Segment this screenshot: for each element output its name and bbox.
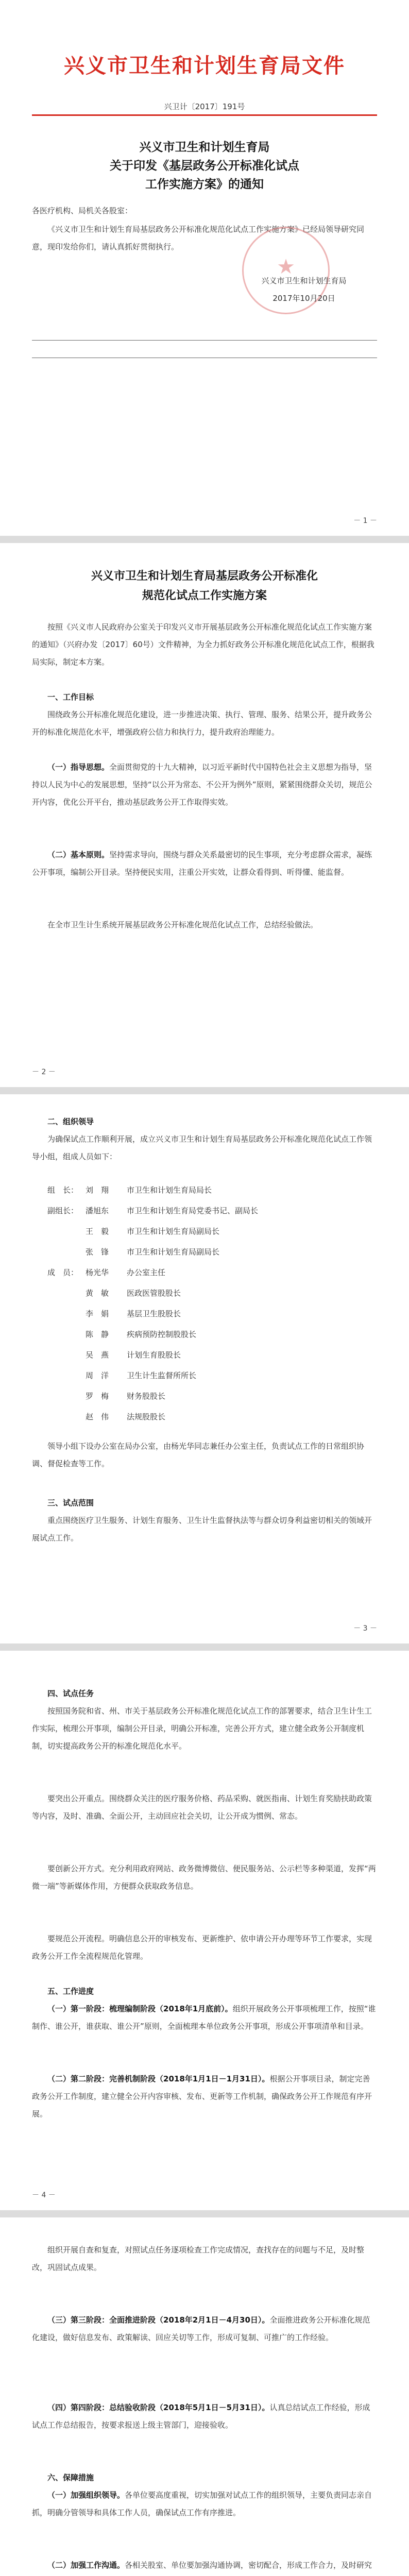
section-heading: 六、保障措施 xyxy=(47,2473,94,2482)
page-number: － 2 － xyxy=(32,1068,56,1076)
member-row xyxy=(32,1303,377,1324)
phase: （四）第四阶段：总结验收阶段（2018年5月1日－5月31日）。认真总结试点工作经验，形成试点工作总结报告，按要求报送上级主管部门，迎接验收。 xyxy=(32,2403,370,2430)
section-heading: 三、试点范围 xyxy=(47,1498,94,1507)
member-name: 王 毅 xyxy=(86,1227,109,1236)
member-row xyxy=(32,1324,377,1345)
notice-salutation: 各医疗机构、局机关各股室： xyxy=(32,206,133,215)
plan-title-line: 兴义市卫生和计划生育局基层政务公开标准化 xyxy=(91,570,318,583)
member-post: 市卫生和计划生育局局长 xyxy=(127,1185,212,1195)
page-gap xyxy=(0,2210,409,2217)
member-row xyxy=(32,1365,377,1386)
member-row xyxy=(32,1200,377,1221)
section-heading: 五、工作进度 xyxy=(47,1987,94,1996)
subsection: （一）指导思想。全面贯彻党的十九大精神，以习近平新时代中国特色社会主义思想为指导，坚持以人民为中心的发展思想，坚持“以公开为常态、不公开为例外”原则，紧紧围绕群众关切，规范公开内容，优化公开平台，推动基层政务公开工作取得实效。 xyxy=(32,762,372,807)
page-number: － 4 － xyxy=(32,2191,56,2199)
member-post: 市卫生和计划生育局副局长 xyxy=(127,1247,220,1257)
notice-title-line: 兴义市卫生和计划生育局 xyxy=(139,141,270,154)
page-gap xyxy=(0,536,409,543)
member-role: 组 长： xyxy=(47,1185,79,1195)
phase: （二）第二阶段：完善机制阶段（2018年1月1日－1月31日）。根据公开事项目录，制定完善政务公开工作制度，建立健全公开内容审核、发布、更新等工作机制，确保政务公开工作规范有序开展。 xyxy=(32,2074,372,2119)
document-header-title: 兴义市卫生和计划生育局文件 xyxy=(64,54,345,78)
member-post: 计划生育股股长 xyxy=(127,1350,181,1360)
page-number: － 3 － xyxy=(353,1624,377,1633)
member-name: 张 锋 xyxy=(86,1247,109,1257)
member-name: 李 娟 xyxy=(86,1309,109,1318)
notice-date: 2017年10月20日 xyxy=(272,294,335,303)
measure: （一）加强组织领导。各单位要高度重视，切实加强对试点工作的组织领导，主要负责同志亲自抓，明确分管领导和具体工作人员，确保试点工作有序推进。 xyxy=(32,2490,372,2517)
section-body: 组织开展自查和复查，对照试点任务逐项检查工作完成情况，查找存在的问题与不足，及时整改，巩固试点成果。 xyxy=(32,2245,365,2272)
section-body: 要创新公开方式。充分利用政府网站、政务微博微信、便民服务站、公示栏等多种渠道，发挥“两微一端”等新媒体作用，方便群众获取政务信息。 xyxy=(32,1864,376,1891)
member-name: 吴 燕 xyxy=(86,1350,109,1360)
section-body: 领导小组下设办公室在局办公室，由杨光华同志兼任办公室主任，负责试点工作的日常组织协调、督促检查等工作。 xyxy=(32,1442,365,1468)
section-heading: 二、组织领导 xyxy=(47,1117,94,1126)
notice-issuer: 兴义市卫生和计划生育局 xyxy=(261,276,347,285)
member-post: 疾病预防控制股股长 xyxy=(127,1330,197,1339)
section-body: 围绕政务公开标准化规范化建设，进一步推进决策、执行、管理、服务、结果公开，提升政务公开的标准化规范化水平，增强政府公信力和执行力，提升政府治理能力。 xyxy=(32,710,372,737)
notice-body: 《兴义市卫生和计划生育局基层政务公开标准化规范化试点工作实施方案》已经局领导研究同意，现印发给你们，请认真抓好贯彻执行。 xyxy=(32,225,365,251)
section-body: 重点围绕医疗卫生服务、计划生育服务、卫生计生监督执法等与群众切身利益密切相关的领域开展试点工作。 xyxy=(32,1516,372,1543)
member-post: 办公室主任 xyxy=(127,1268,166,1277)
member-row xyxy=(32,1283,377,1303)
section-body: 在全市卫生计生系统开展基层政务公开标准化规范化试点工作，总结经验做法。 xyxy=(47,920,318,929)
member-name: 刘 翔 xyxy=(86,1185,109,1195)
member-post: 财务股股长 xyxy=(127,1392,166,1401)
red-separator-rule xyxy=(32,114,377,116)
member-post: 市卫生和计划生育局副局长 xyxy=(127,1227,220,1236)
section-heading: 一、工作目标 xyxy=(47,692,94,702)
member-name: 周 洋 xyxy=(86,1371,109,1380)
member-post: 卫生计生监督所所长 xyxy=(127,1371,197,1380)
member-role: 成 员： xyxy=(47,1268,79,1277)
plan-title-line: 规范化试点工作实施方案 xyxy=(142,589,267,602)
member-post: 医政医管股股长 xyxy=(127,1289,181,1298)
member-role: 副组长： xyxy=(47,1206,79,1215)
member-name: 杨光华 xyxy=(86,1268,109,1277)
page-1 xyxy=(0,0,409,536)
member-row xyxy=(32,1242,377,1262)
member-name: 赵 伟 xyxy=(86,1412,109,1421)
notice-title-line: 关于印发《基层政务公开标准化试点 xyxy=(110,159,299,173)
page-gap xyxy=(0,1087,409,1094)
page-number: － 1 － xyxy=(353,517,377,525)
phase: （一）第一阶段：梳理编制阶段（2018年1月底前）。组织开展政务公开事项梳理工作，按照“谁制作、谁公开，谁获取、谁公开”原则，全面梳理本单位政务公开事项，形成公开事项清单和目录。 xyxy=(32,2004,376,2031)
notice-title-line: 工作实施方案》的通知 xyxy=(145,178,264,191)
member-row xyxy=(32,1221,377,1242)
page-gap xyxy=(0,1643,409,1651)
member-name: 潘旭东 xyxy=(86,1206,109,1215)
section-body: 要突出公开重点。围绕群众关注的医疗服务价格、药品采购、就医指南、计划生育奖励扶助政策等内容，及时、准确、全面公开，主动回应社会关切，让公开成为惯例、常态。 xyxy=(32,1794,372,1821)
section-body: 为确保试点工作顺利开展，成立兴义市卫生和计划生育局基层政务公开标准化规范化试点工作领导小组，组成人员如下： xyxy=(32,1134,372,1161)
section-body: 按照国务院和省、州、市关于基层政务公开标准化规范化试点工作的部署要求，结合卫生计生工作实际，梳理公开事项，编制公开目录，明确公开标准，完善公开方式，建立健全政务公开制度机制，切实提高政务公开的标准化规范化水平。 xyxy=(32,1706,372,1751)
plan-intro: 按照《兴义市人民政府办公室关于印发兴义市开展基层政务公开标准化规范化试点工作实施方案的通知》（兴府办发〔2017〕60号）文件精神，为全力抓好政务公开标准化规范化试点工作，根据我局实际，制定本方案。 xyxy=(32,622,374,667)
member-name: 黄 敏 xyxy=(86,1289,109,1298)
section-body: 要规范公开流程。明确信息公开的审核发布、更新维护、依申请公开办理等环节工作要求，实现政务公开工作全流程规范化管理。 xyxy=(32,1934,372,1961)
member-row xyxy=(32,1180,377,1200)
member-row xyxy=(32,1345,377,1365)
member-post: 基层卫生股股长 xyxy=(127,1309,181,1318)
member-post: 法规股股长 xyxy=(127,1412,166,1421)
section-heading: 四、试点任务 xyxy=(47,1689,94,1698)
measure: （二）加强工作沟通。各相关股室、单位要加强沟通协调，密切配合，形成工作合力，及时研究 xyxy=(47,2561,372,2570)
page-rule xyxy=(32,340,377,341)
member-row xyxy=(32,1406,377,1427)
member-post: 市卫生和计划生育局党委书记、副局长 xyxy=(127,1206,259,1215)
plan-title xyxy=(0,567,409,606)
member-row xyxy=(32,1386,377,1406)
member-name: 陈 静 xyxy=(86,1330,109,1339)
notice-title xyxy=(0,138,409,194)
subsection: （二）基本原则。坚持需求导向，围绕与群众关系最密切的民生事项，充分考虑群众需求，凝练公开事项，编制公开目录。坚持便民实用，注重公开实效，让群众看得到、听得懂、能监督。 xyxy=(32,850,372,877)
member-name: 罗 梅 xyxy=(86,1392,109,1401)
phase: （三）第三阶段：全面推进阶段（2018年2月1日－4月30日）。全面推进政务公开标准化规范化建设，做好信息发布、政策解读、回应关切等工作，形成可复制、可推广的工作经验。 xyxy=(32,2315,370,2342)
member-row xyxy=(32,1262,377,1283)
document-number: 兴卫计〔2017〕191号 xyxy=(164,102,245,111)
seal-star-icon: ★ xyxy=(277,255,295,279)
